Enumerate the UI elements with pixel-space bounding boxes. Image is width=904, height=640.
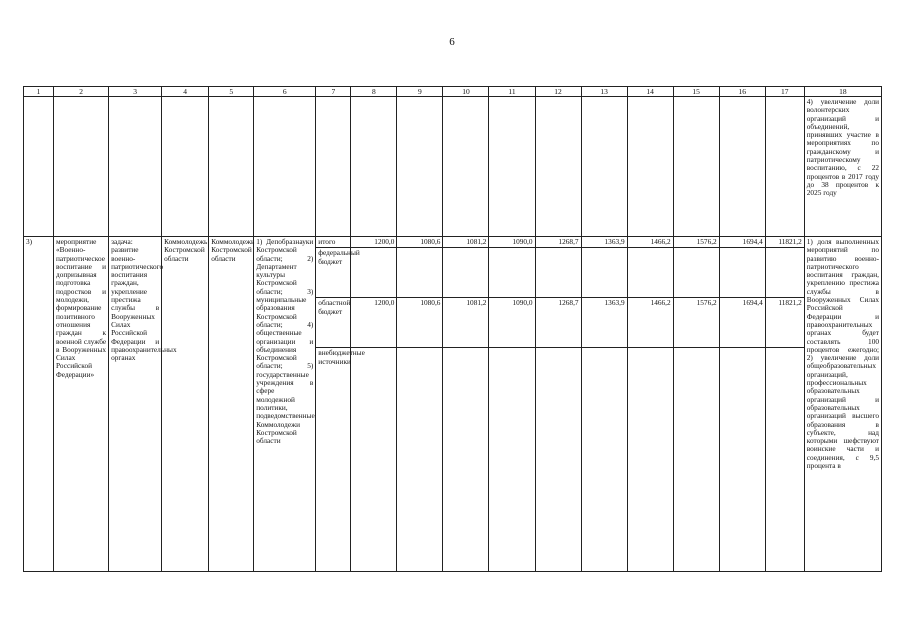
column-number: 14 [627, 87, 673, 97]
funding-value: 1694,4 [719, 237, 765, 248]
column-number: 5 [209, 87, 254, 97]
funding-value [397, 348, 443, 572]
funding-value: 1694,4 [719, 298, 765, 348]
program-table [23, 86, 882, 572]
funding-value [443, 348, 489, 572]
funding-value: 1466,2 [627, 237, 673, 248]
column-number: 1 [24, 87, 54, 97]
funding-value [489, 348, 535, 572]
column-number: 16 [719, 87, 765, 97]
funding-value: 1268,7 [535, 237, 581, 248]
funding-value: 1466,2 [627, 298, 673, 348]
funding-value [719, 248, 765, 298]
page-number: 6 [449, 36, 455, 48]
funding-value: 1363,9 [581, 298, 627, 348]
column-number: 11 [489, 87, 535, 97]
funding-value [443, 248, 489, 298]
funding-value [489, 248, 535, 298]
column-number: 10 [443, 87, 489, 97]
funding-value [627, 348, 673, 572]
funding-value: 1080,6 [397, 298, 443, 348]
expected-result-cell: 1) доля выполненных мероприятий по развитию военно-патриотического воспитания граждан, укреплению престижа службы в Вооруженных Силах Российской Федерации и правоохранительных органах будет составлять 100 процентов ежегодно; 2) увеличение доли общеобразовательных организаций, профессиональных образовательных организаций и образовательных организаций высшего образования в субъекте, над которыми шефствуют воинские части и соединения, с 9,5 процента в [804, 237, 881, 572]
task-cell: задача: развитие военно-патриотического воспитания граждан, укрепление престижа службы в Вооруженных Силах Российской Федерации и правоохранительных органах [109, 237, 162, 572]
funding-source-label: областной бюджет [316, 298, 351, 348]
participants-cell: 1) Депобразнауки Костромской области; 2) Департамент культуры Костромской области; 3) муниципальные образования Костромской области; 4) общественные организации и объединения Костромской области; 5) государственные учреждения в сфере молодежной политики, подведомственные Коммолодежи Костромской области [254, 237, 316, 572]
funding-total [765, 248, 804, 298]
funding-value [673, 348, 719, 572]
funding-total [765, 348, 804, 572]
funding-source-label: итого [316, 237, 351, 248]
column-number: 7 [316, 87, 351, 97]
funding-value: 1363,9 [581, 237, 627, 248]
funding-value [397, 248, 443, 298]
funding-value: 1080,6 [397, 237, 443, 248]
funding-value: 1576,2 [673, 237, 719, 248]
funding-source-label: федеральный бюджет [316, 248, 351, 298]
column-number: 3 [109, 87, 162, 97]
table-row-continuation [24, 97, 882, 237]
responsible-cell: Коммолодежь Костромской области [162, 237, 209, 572]
column-number: 6 [254, 87, 316, 97]
funding-value [627, 248, 673, 298]
funding-source-label: внебюджетные источники [316, 348, 351, 572]
funding-value: 1081,2 [443, 298, 489, 348]
column-number: 17 [765, 87, 804, 97]
column-number: 2 [54, 87, 109, 97]
column-number: 4 [162, 87, 209, 97]
funding-value [535, 248, 581, 298]
funding-value [719, 348, 765, 572]
funding-value: 1200,0 [351, 298, 397, 348]
column-number-row [24, 87, 882, 97]
funding-value: 1090,0 [489, 298, 535, 348]
column-number: 18 [804, 87, 881, 97]
funding-value: 1090,0 [489, 237, 535, 248]
column-number: 12 [535, 87, 581, 97]
coexecutor-cell: Коммолодежь Костромской области [209, 237, 254, 572]
funding-value [535, 348, 581, 572]
funding-value [351, 348, 397, 572]
column-number: 8 [351, 87, 397, 97]
funding-value [673, 248, 719, 298]
funding-value: 1576,2 [673, 298, 719, 348]
table-row [24, 237, 882, 248]
event-name-cell: мероприятие «Военно-патриотическое воспитание и допризывная подготовка подростков и молодежи, формирование позитивного отношения граждан к военной службе в Вооруженных Силах Российской Федерации» [54, 237, 109, 572]
column-number: 15 [673, 87, 719, 97]
column-number: 9 [397, 87, 443, 97]
column-number: 13 [581, 87, 627, 97]
funding-value: 1200,0 [351, 237, 397, 248]
row-number: 3) [24, 237, 54, 572]
funding-total: 11821,2 [765, 237, 804, 248]
funding-value [581, 348, 627, 572]
funding-total: 11821,2 [765, 298, 804, 348]
expected-result-cell: 4) увеличение доли волонтерских организаций и объединений, принявших участие в мероприятиях по гражданскому и патриотическому воспитанию, с 22 процентов в 2017 году до 38 процентов к 2025 году [804, 97, 881, 237]
funding-value [581, 248, 627, 298]
funding-value: 1081,2 [443, 237, 489, 248]
funding-value: 1268,7 [535, 298, 581, 348]
